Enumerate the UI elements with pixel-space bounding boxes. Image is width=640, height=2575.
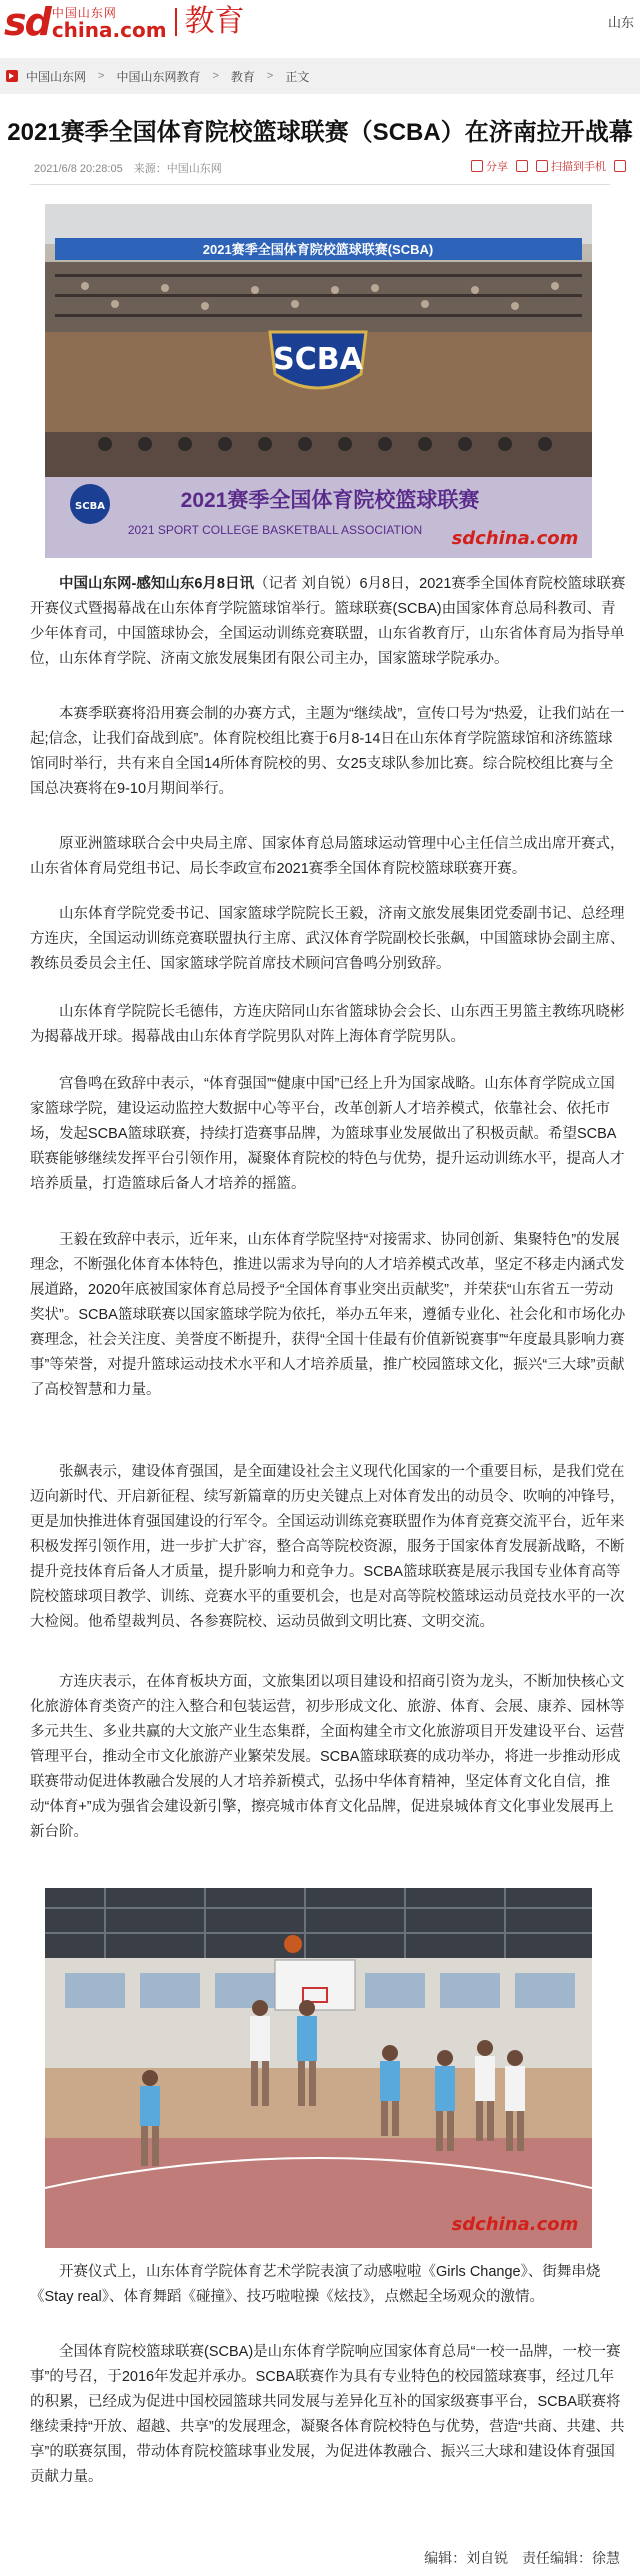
top-header	[0, 0, 640, 44]
breadcrumb-item-site[interactable]: 中国山东网	[26, 69, 87, 84]
article-paragraph: 方连庆表示，在体育板块方面，文旅集团以项目建设和招商引资为龙头，不断加快核心文化旅游体育类资产的注入整合和包装运营，初步形成文化、旅游、体育、会展、康养、园林等多元共生、多业共赢的大文旅产业生态集群，全面构建全市文化旅游项目开发建设平台、运营管理平台，推动全市文化旅游产业繁荣发展。SCBA篮球联赛的成功举办，将进一步推动形成联赛带动促进体教融合发展的人才培养新模式，弘扬中华体育精神，坚定体育文化自信，推动“体育+”成为强省会建设新引擎，擦亮城市体育文化品牌，促进泉城体育文化事业发展再上新台阶。	[30, 1674, 625, 1840]
article-tools	[471, 158, 626, 174]
article-source: 来源：中国山东网	[133, 163, 222, 175]
editor-credits	[414, 2548, 620, 2568]
logo-chinese-name: 中国山东网	[51, 6, 117, 20]
article-paragraph: 王毅在致辞中表示，近年来，山东体育学院坚持“对接需求、协同创新、集聚特色”的发展理念，不断强化体育本体特色，推进以需求为导向的人才培养模式改革，坚定不移走内涵式发展道路，2020年底被国家体育总局授予“全国体育事业突出贡献奖”，并荣获“山东省五一劳动奖状”。SCBA篮球联赛以国家篮球学院为依托，举办五年来，遵循专业化、社会化和市场化办赛理念，社会关注度、美誉度不断提升，获得“全国十佳最有价值新锐赛事”“年度最具影响力赛事”等荣誉，对提升篮球运动技术水平和人才培养质量，推广校园篮球文化，振兴“三大球”贡献了高校智慧和力量。	[30, 1232, 626, 1398]
svg-text:SCBA: SCBA	[75, 501, 105, 512]
scan-to-phone-button[interactable]: 扫描到手机	[536, 158, 606, 174]
share-icon	[471, 160, 483, 172]
photo-watermark: sdchina.com	[451, 2214, 579, 2235]
site-logo[interactable]	[4, 0, 245, 44]
lead-dateline: 中国山东网-感知山东6月8日讯	[59, 576, 254, 592]
breadcrumb-separator: >	[212, 70, 219, 82]
article-paragraph: 开赛仪式上，山东体育学院体育艺术学院表演了动感啦啦《Girls Change》、街舞串烧《Stay real》、体育舞蹈《碰撞》、技巧啦啦操《炫技》，点燃起全场观众的激情。	[30, 2264, 601, 2305]
logo-sd: sd	[4, 0, 50, 44]
ceremony-photo	[45, 204, 592, 558]
article-paragraph: 山东体育学院党委书记、国家篮球学院院长王毅，济南文旅发展集团党委副书记、总经理方连庆，全国运动训练竞赛联盟执行主席、武汉体育学院副校长张飙，中国篮球协会副主席、教练员委员会主任、国家篮球学院首席技术顾问宫鲁鸣分别致辞。	[30, 906, 625, 972]
section-name[interactable]: 教育	[184, 5, 245, 38]
share-button[interactable]: 分享	[471, 158, 508, 174]
editor-name: 编辑：刘自锐	[424, 2550, 509, 2566]
photo-watermark: sdchina.com	[451, 528, 579, 549]
article-paragraph: 宫鲁鸣在致辞中表示，“体育强国”“健康中国”已经上升为国家战略。山东体育学院成立国家篮球学院，建设运动监控大数据中心等平台，改革创新人才培养模式，依靠社会、依托市场，发起SCBA篮球联赛，持续打造赛事品牌，为篮球事业发展做出了积极贡献。希望SCBA联赛能够继续发挥平台引领作用，凝聚体育院校的特色与优势，提升运动训练水平，提高人才培养质量，打造篮球后备人才培养的摇篮。	[30, 1076, 625, 1192]
chief-editor-name: 责任编辑：徐慧	[522, 2550, 620, 2566]
title-divider	[30, 184, 610, 185]
print-icon	[516, 160, 528, 172]
article-paragraph: 全国体育院校篮球联赛(SCBA)是山东体育学院响应国家体育总局“一校一品牌，一校一赛事”的号召，于2016年发起并承办。SCBA联赛作为具有专业特色的校园篮球赛事，经过几年的积累，已经成为促进中国校园篮球共同发展与差异化互补的国家级赛事平台，SCBA联赛将继续秉持“开放、超越、共享”的发展理念，凝聚各体育院校特色与优势，营造“共商、共建、共享”的联赛氛围，带动体育院校篮球事业发展，为促进体教融合、振兴三大球和建设体育强国贡献力量。	[30, 2344, 625, 2485]
breadcrumb-separator: >	[266, 70, 274, 82]
scba-badge-text: SCBA	[273, 342, 363, 377]
font-size-icon	[614, 160, 626, 172]
print-button[interactable]	[516, 158, 528, 174]
ceremony-photo-art	[45, 204, 592, 558]
article-paragraph: 本赛季联赛将沿用赛会制的办赛方式，主题为“继续战”，宣传口号为“热爱，让我们站在一起;信念，让我们奋战到底”。体育院校组比赛于6月8-14日在山东体育学院篮球馆和济练篮球馆同时举行，共有来自全国14所体育院校的男、女25支球队参加比赛。综合院校组比赛与全国总决赛将在9-10月期间举行。	[30, 706, 625, 797]
game-photo-art	[45, 1888, 592, 2248]
home-icon	[6, 70, 18, 82]
banner-bottom-text: 2021赛季全国体育院校篮球联赛	[180, 489, 480, 512]
breadcrumb-separator: >	[98, 70, 105, 82]
article-title: 2021赛季全国体育院校篮球联赛（SCBA）在济南拉开战幕	[7, 119, 633, 146]
banner-english-text: 2021 SPORT COLLEGE BASKETBALL ASSOCIATION	[127, 523, 423, 537]
font-size-button[interactable]	[614, 158, 626, 174]
article-paragraph: 中国山东网-感知山东6月8日讯（记者 刘自锐）6月8日，2021赛季全国体育院校篮球联赛开赛仪式暨揭幕战在山东体育学院篮球馆举行。篮球联赛(SCBA)由国家体育总局科教司、青少年体育司，中国篮球协会，全国运动训练竞赛联盟，山东省教育厅，山东省体育局为指导单位，山东体育学院、济南文旅发展集团有限公司主办，国家篮球学院承办。	[30, 576, 626, 667]
breadcrumb	[0, 58, 640, 94]
logo-domain: china.com	[51, 18, 167, 42]
breadcrumb-item-current: 正文	[285, 69, 310, 84]
article-paragraph: 张飙表示，建设体育强国，是全面建设社会主义现代化国家的一个重要目标，是我们党在迈向新时代、开启新征程、续写新篇章的历史关键点上对体育发出的动员令、吹响的冲锋号，更是加快推进体育强国建设的行军令。全国运动训练竞赛联盟作为体育竞赛交流平台，近年来积极发挥引领作用，进一步扩大扩容，整合高等院校资源，服务于国家体育发展新战略，不断提升竞技体育后备人才质量，提升影响力和竞争力。SCBA篮球联赛是展示我国专业体育高等院校篮球项目教学、训练、竞赛水平的重要机会，也是对高等院校篮球运动员竞技水平的一次大检阅。他希望裁判员、各参赛院校、运动员做到文明比赛、文明交流。	[30, 1464, 625, 1630]
game-photo	[45, 1888, 592, 2248]
banner-top-text: 2021赛季全国体育院校篮球联赛(SCBA)	[202, 242, 434, 257]
article-meta	[34, 160, 222, 176]
logo-divider	[175, 8, 177, 36]
breadcrumb-item-section[interactable]: 教育	[230, 69, 255, 84]
article-date: 2021/6/8 20:28:05	[34, 163, 123, 175]
article-paragraph: 山东体育学院院长毛德伟，方连庆陪同山东省篮球协会会长、山东西王男篮主教练巩晓彬为揭幕战开球。揭幕战由山东体育学院男队对阵上海体育学院男队。	[30, 1004, 625, 1045]
breadcrumb-item-edu[interactable]: 中国山东网教育	[116, 69, 201, 84]
header-right-link[interactable]: 山东	[607, 15, 634, 30]
article-paragraph: 原亚洲篮球联合会中央局主席、国家体育总局篮球运动管理中心主任信兰成出席开赛式，山东省体育局党组书记、局长李政宣布2021赛季全国体育院校篮球联赛开赛。	[30, 836, 625, 877]
qrcode-icon	[536, 160, 548, 172]
